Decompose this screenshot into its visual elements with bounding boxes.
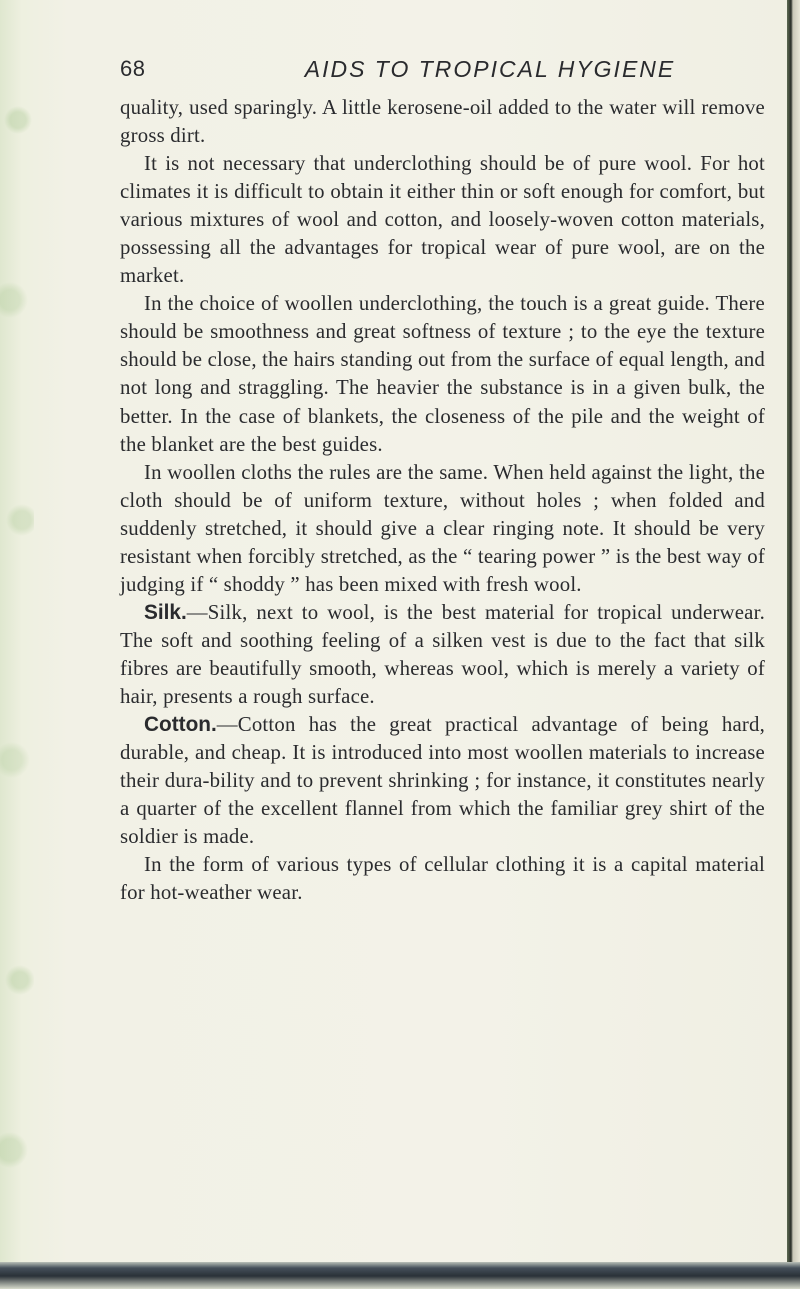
- paragraph-silk: [120, 599, 765, 711]
- page-foxing: [0, 0, 34, 1289]
- paragraph-text: In the form of various types of cellular clothing it is a capital material for hot-weather wear.: [120, 853, 765, 905]
- paragraph-text: quality, used sparingly. A little kerosene-oil added to the water will remove gross dirt.: [120, 96, 765, 148]
- section-heading-cotton: Cotton.: [144, 713, 217, 737]
- paragraph-woollen-cloths: [120, 459, 765, 599]
- paragraph-underclothing-wool: [120, 150, 765, 290]
- paragraph-cellular-clothing: [120, 851, 765, 907]
- paragraph-text: —Silk, next to wool, is the best material for tropical underwear. The soft and soothing feeling of a silken vest is due to the fact that silk fibres are beautifully smooth, whereas wool, which is merely a variety of hair, presents a rough surface.: [120, 600, 765, 708]
- paragraph-text: In woollen cloths the rules are the same. When held against the light, the cloth should be of uniform texture, without holes ; when folded and suddenly stretched, it should give a clear ringing note. It should be very resistant when forcibly stretched, as the “ tearing power ” is the best way of judging if “ shoddy ” has been mixed with fresh wool.: [120, 460, 765, 596]
- paragraph-continuation: [120, 94, 765, 150]
- page-number: 68: [120, 56, 146, 81]
- page-bottom-edge: [0, 1262, 800, 1289]
- page-header: [120, 56, 760, 88]
- paragraph-text: It is not necessary that underclothing should be of pure wool. For hot climates it is difficult to obtain it either thin or soft enough for comfort, but various mixtures of wool and cotton, and loosely-woven cotton materials, possessing all the advantages for tropical wear of pure wool, are on the market.: [120, 152, 765, 288]
- paragraph-text: In the choice of woollen underclothing, the touch is a great guide. There should be smoothness and great softness of texture ; to the eye the texture should be close, the hairs standing out from the surface of equal length, and not long and straggling. The heavier the substance is in a given bulk, the better. In the case of blankets, the closeness of the pile and the weight of the blanket are the best guides.: [120, 292, 765, 456]
- page-right-edge: [787, 0, 800, 1289]
- paragraph-woollen-choice: [120, 290, 765, 458]
- body-text: [120, 94, 765, 907]
- paragraph-cotton: [120, 711, 765, 851]
- running-head: AIDS TO TROPICAL HYGIENE: [304, 56, 676, 82]
- section-heading-silk: Silk.: [144, 600, 187, 624]
- paragraph-text: —Cotton has the great practical advantage of being hard, durable, and cheap. It is introduced into most woollen materials to increase their dura-bility and to prevent shrinking ; for instance, it constitutes nearly a quarter of the excellent flannel from which the familiar grey shirt of the soldier is made.: [120, 713, 765, 849]
